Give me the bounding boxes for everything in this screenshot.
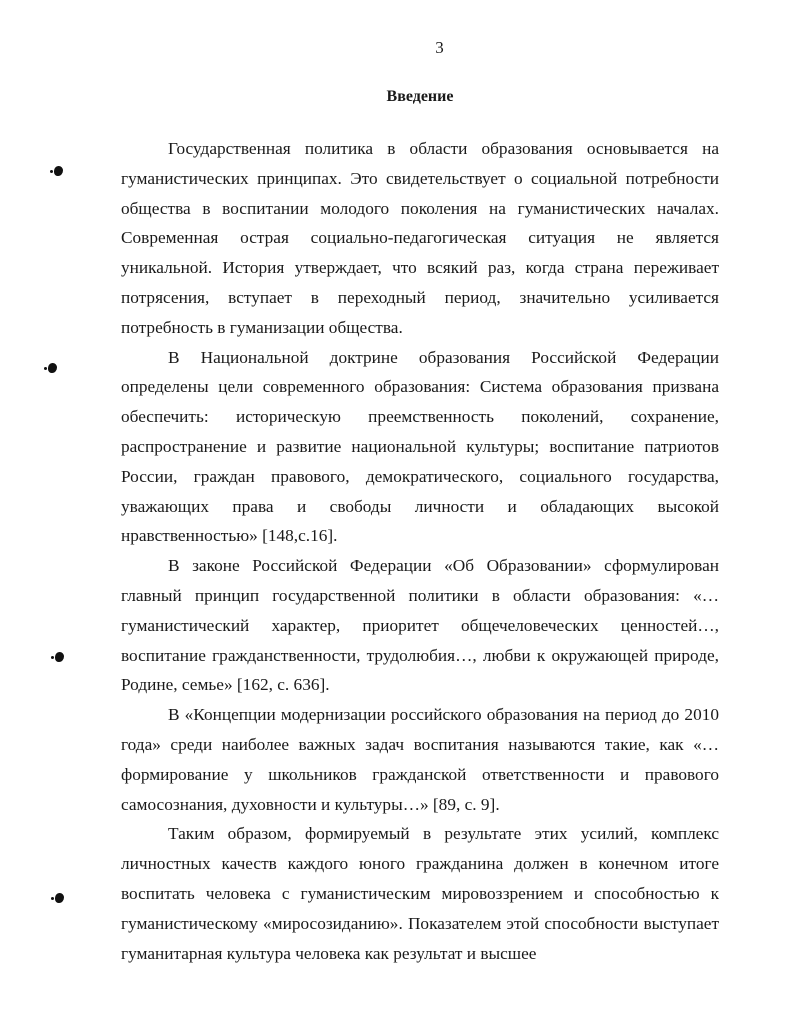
paragraph: Таким образом, формируемый в результате этих усилий, комплекс личностных качеств каждого юного гражданина должен в конечном итоге воспитать человека с гуманистическим мировоззрением и способностью к гуманистическому «миросозиданию». Показателем этой способности выступает гуманитарная культура человека как результат и высшее <box>121 824 719 963</box>
section-heading: Введение <box>386 88 454 105</box>
margin-ink-mark <box>48 363 57 373</box>
paragraph: В «Концепции модернизации российского образования на период до 2010 года» среди наиболее важных задач воспитания называются такие, как «… формирование у школьников гражданской ответственности и правового самосознания, духовности и культуры…» [89, с. 9]. <box>121 705 719 814</box>
paragraph: В Национальной доктрине образования Российской Федерации определены цели современного образования: Система образования призвана обеспечить: историческую преемственность поколений, сохранение, распространение и развитие национальной культуры; воспитание патриотов России, граждан правового, демократического, социального государства, уважающих права и свободы личности и обладающих высокой нравственностью» [148,с.16]. <box>121 347 719 546</box>
document-body <box>121 134 719 968</box>
margin-ink-mark <box>54 166 63 176</box>
paragraph: Государственная политика в области образования основывается на гуманистических принципах. Это свидетельствует о социальной потребности общества в воспитании молодого поколения на гуманистических началах. Современная острая социально-педагогическая ситуация не является уникальной. История утверждает, что всякий раз, когда страна переживает потрясения, вступает в переходный период, значительно усиливается потребность в гуманизации общества. <box>121 139 719 337</box>
margin-ink-mark <box>55 893 64 903</box>
paragraph: В законе Российской Федерации «Об Образовании» сформулирован главный принцип государственной политики в области образования: «…гуманистический характер, приоритет общечеловеческих ценностей…, воспитание гражданственности, трудолюбия…, любви к окружающей природе, Родине, семье» [162, с. 636]. <box>121 556 719 695</box>
margin-ink-mark <box>55 652 64 662</box>
page-number: 3 <box>435 38 444 57</box>
